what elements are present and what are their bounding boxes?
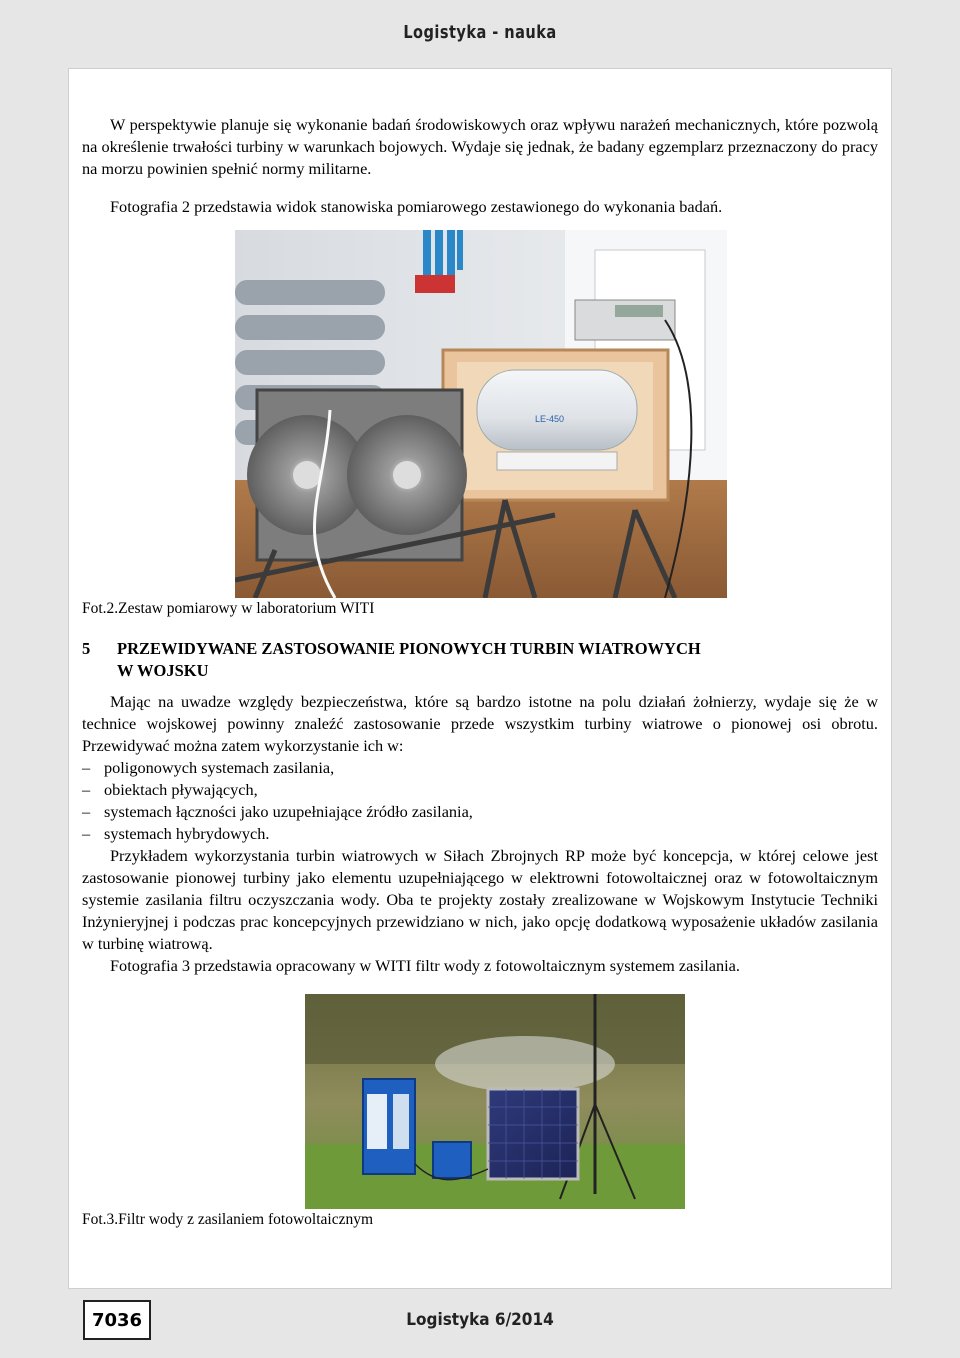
section-title-line-2: W WOJSKU <box>117 661 209 680</box>
figure-2-caption: Fot.2.Zestaw pomiarowy w laboratorium WITI <box>82 600 375 617</box>
page-sheet <box>68 68 892 1289</box>
section-number: 5 <box>82 639 91 658</box>
page-content <box>82 114 878 1231</box>
section-title-line-1: PRZEWIDYWANE ZASTOSOWANIE PIONOWYCH TURBIN WIATROWYCH <box>117 639 701 658</box>
paragraph-1: W perspektywie planuje się wykonanie badań środowiskowych oraz wpływu narażeń mechanicznych, które pozwolą na określenie trwałości turbiny w warunkach bojowych. Wydaje się jednak, że badany egzemplarz przeznaczony do pracy na morzu powinien spełnić normy militarne. <box>82 115 878 178</box>
figure-3-caption: Fot.3.Filtr wody z zasilaniem fotowoltaicznym <box>82 1211 374 1228</box>
paragraph-5: Fotografia 3 przedstawia opracowany w WITI filtr wody z fotowoltaicznym systemem zasilania. <box>110 956 740 975</box>
water-filter-photo <box>305 994 685 1209</box>
list-item: – systemach łączności jako uzupełniające źródło zasilania, <box>82 801 878 823</box>
list-item: – poligonowych systemach zasilania, <box>82 757 878 779</box>
page-number: 7036 <box>83 1300 151 1340</box>
list-item: – systemach hybrydowych. <box>82 823 878 845</box>
paragraph-3: Mając na uwadze względy bezpieczeństwa, które są bardzo istotne na polu działań żołnierzy, wydaje się że w technice wojskowej powinny znaleźć zastosowanie przede wszystkim turbiny wiatrowe o pionowej osi obrotu. Przewidywać można zatem wykorzystanie ich w: <box>82 692 878 755</box>
journal-issue: Logistyka 6/2014 <box>406 1310 554 1330</box>
figure-3 <box>82 994 878 1209</box>
list-item: – obiektach pływających, <box>82 779 878 801</box>
page-footer <box>0 1300 960 1346</box>
running-header: Logistyka - nauka <box>403 22 557 43</box>
lab-setup-photo <box>235 230 727 598</box>
paragraph-4: Przykładem wykorzystania turbin wiatrowych w Siłach Zbrojnych RP może być koncepcja, w której celowe jest zastosowanie pionowej turbiny jako elementu uzupełniającego w elektrowni fotowoltaicznej oraz w fotowoltaicznym systemie zasilania filtru oczyszczania wody. Oba te projekty zostały zrealizowane w Wojskowym Instytucie Techniki Inżynieryjnej i podczas prac koncepcyjnych przewidziano w nich, jako opcję dodatkową wyposażenie układów zasilania w turbinę wiatrową. <box>82 846 878 953</box>
paragraph-2: Fotografia 2 przedstawia widok stanowiska pomiarowego zestawionego do wykonania badań. <box>110 197 723 216</box>
turbine-label: LE-450 <box>535 414 565 424</box>
figure-2 <box>82 230 878 598</box>
section-heading <box>82 638 878 682</box>
application-list <box>82 757 878 845</box>
